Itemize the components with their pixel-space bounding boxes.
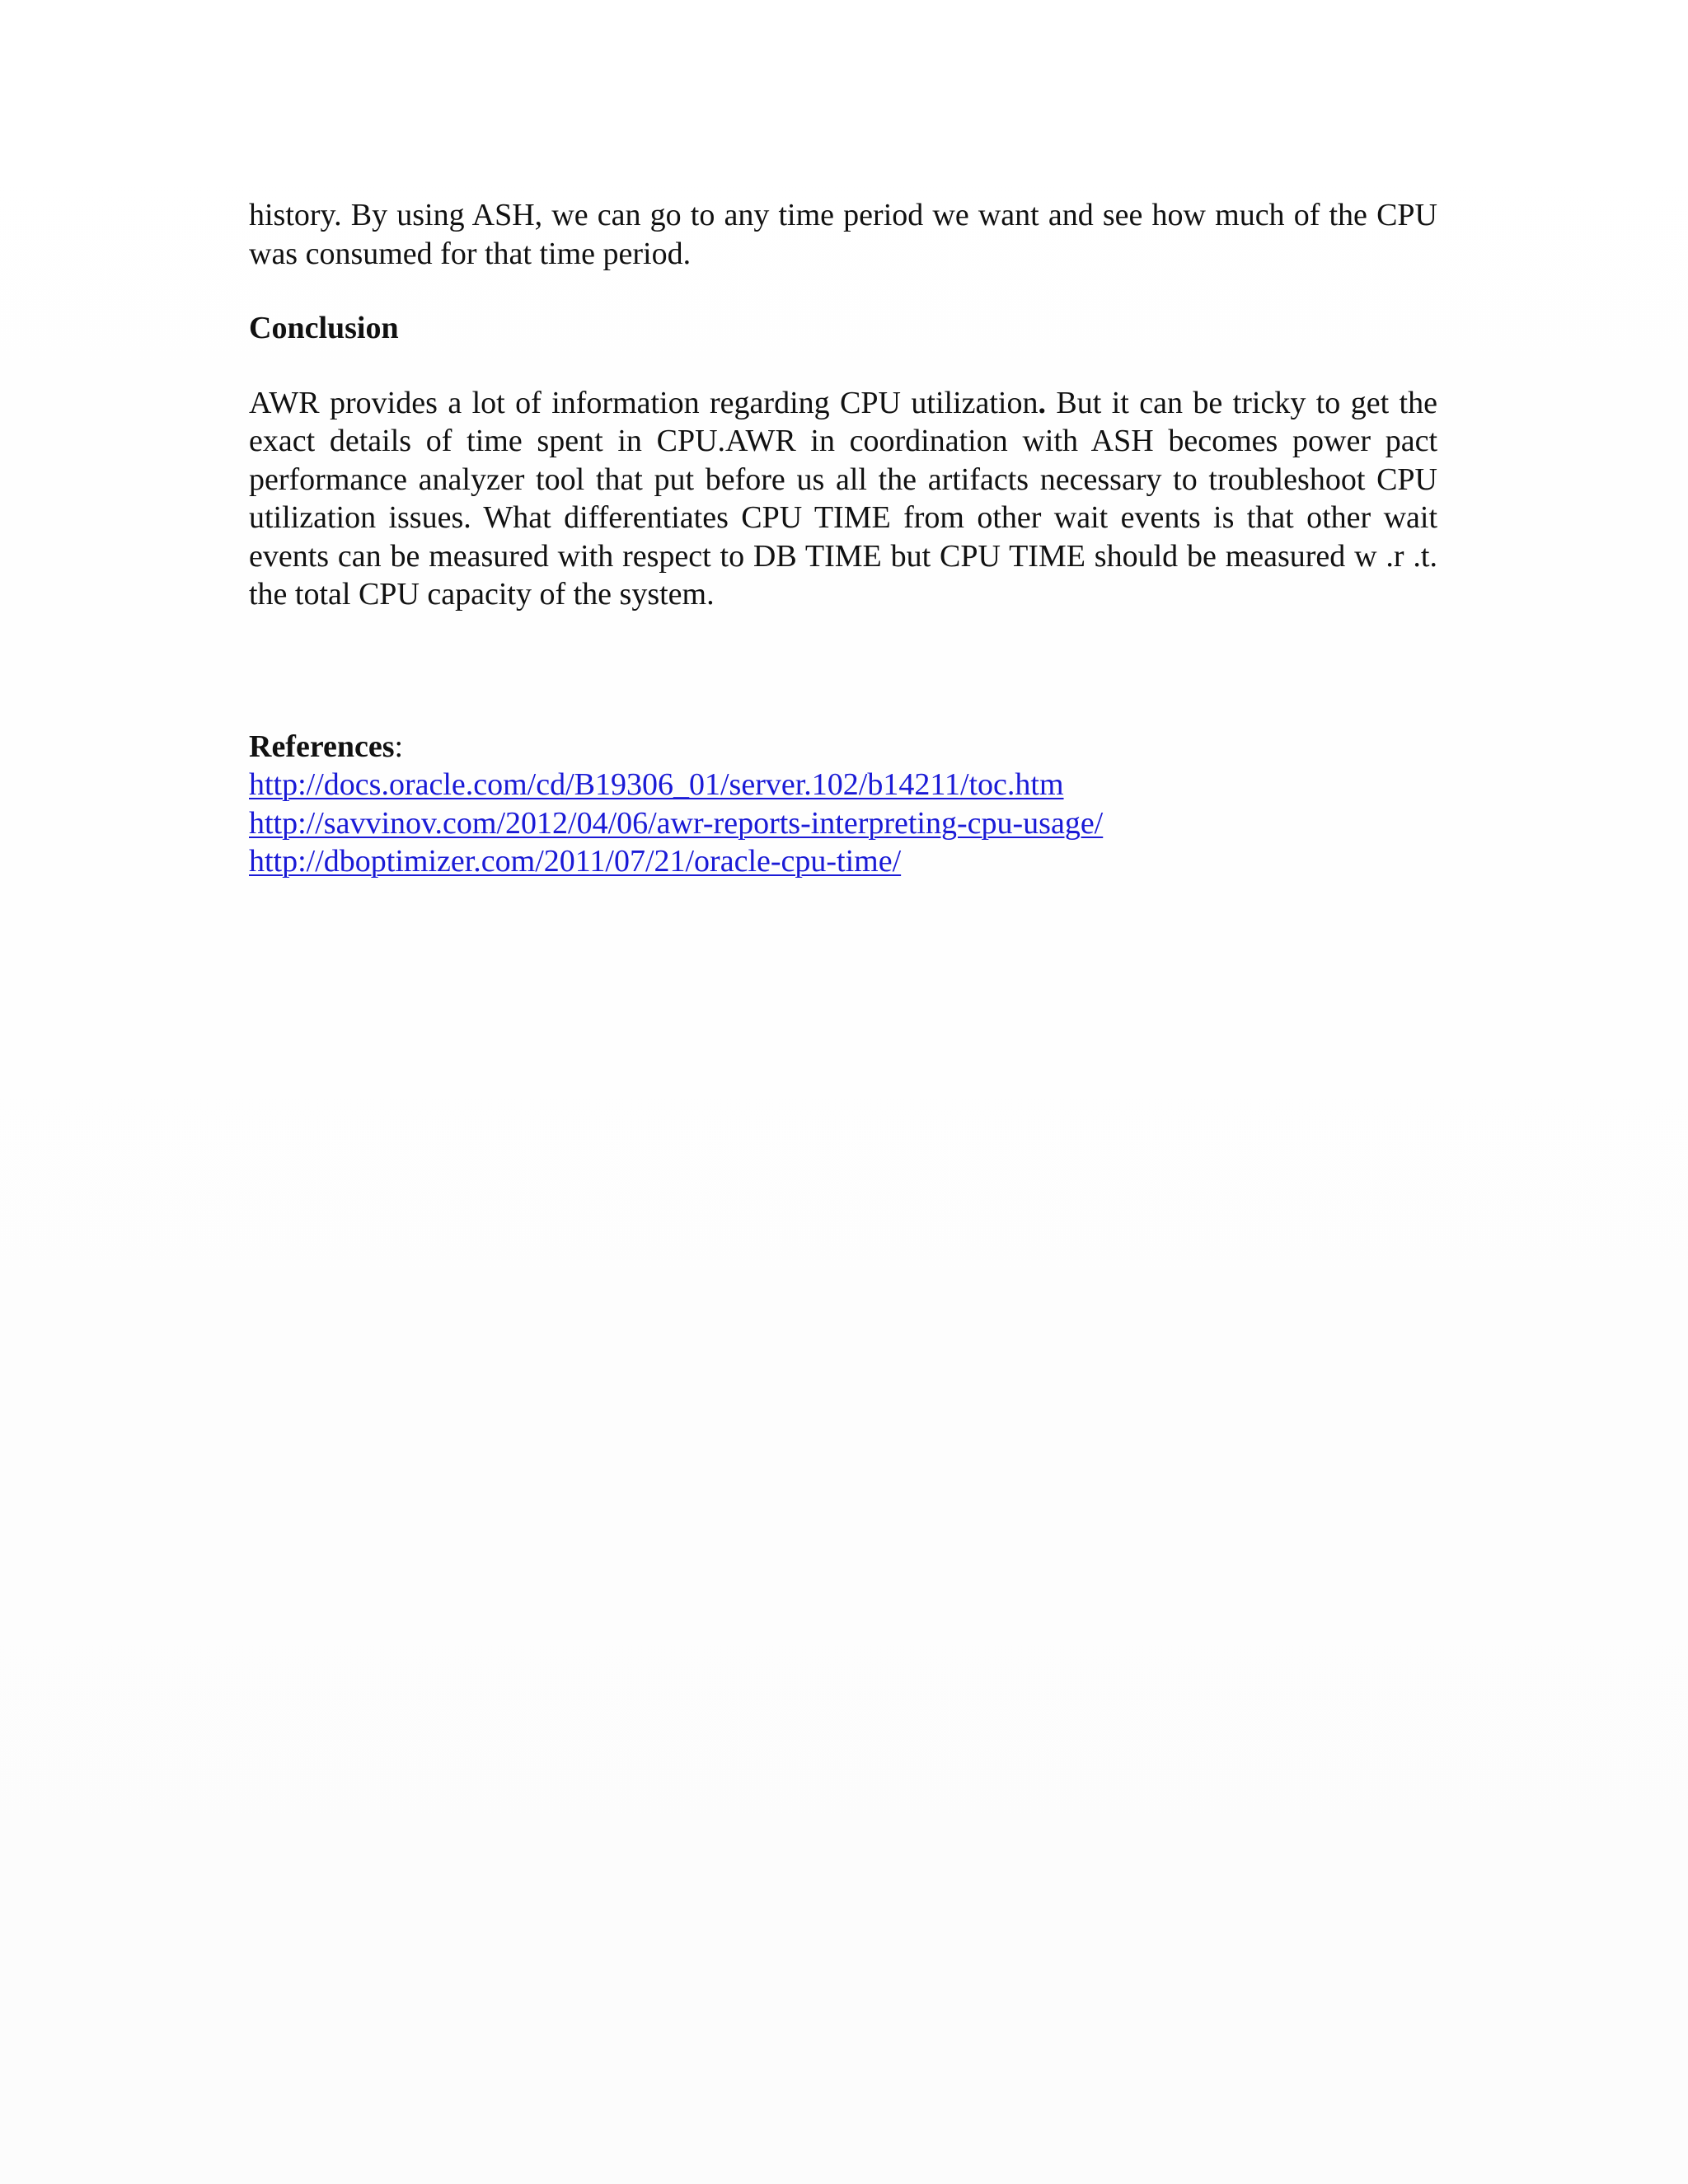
conclusion-text-part1: AWR provides a lot of information regarding CPU utilization [249,385,1039,420]
conclusion-heading: Conclusion [249,311,399,345]
intro-paragraph: history. By using ASH, we can go to any time period we want and see how much of the CPU was consumed for that time period. [249,198,1437,271]
references-colon: : [394,729,404,764]
references-heading: References [249,729,395,764]
document-content [249,196,1437,881]
spacer [249,614,1437,728]
reference-link-oracle-docs[interactable]: http://docs.oracle.com/cd/B19306_01/server.102/b14211/toc.htm [249,767,1064,802]
reference-link-dboptimizer[interactable]: http://dboptimizer.com/2011/07/21/oracle-cpu-time/ [249,844,902,879]
reference-link-savvinov[interactable]: http://savvinov.com/2012/04/06/awr-reports-interpreting-cpu-usage/ [249,805,1104,841]
spacer [249,348,1437,384]
conclusion-text-part2: But it can be tricky to get the exact details of time spent in CPU.AWR in coordination with ASH becomes power pact performance analyzer tool that put before us all the artifacts necessary to troubleshoot CPU utilization issues. What differentiates CPU TIME from other wait events is that other wait events can be measured with respect to DB TIME but CPU TIME should be measured w .r .t. the total CPU capacity of the system. [249,385,1437,612]
spacer [249,273,1437,309]
conclusion-bold-period: . [1038,385,1046,420]
references-heading-line [249,728,1437,766]
conclusion-paragraph [249,384,1437,614]
